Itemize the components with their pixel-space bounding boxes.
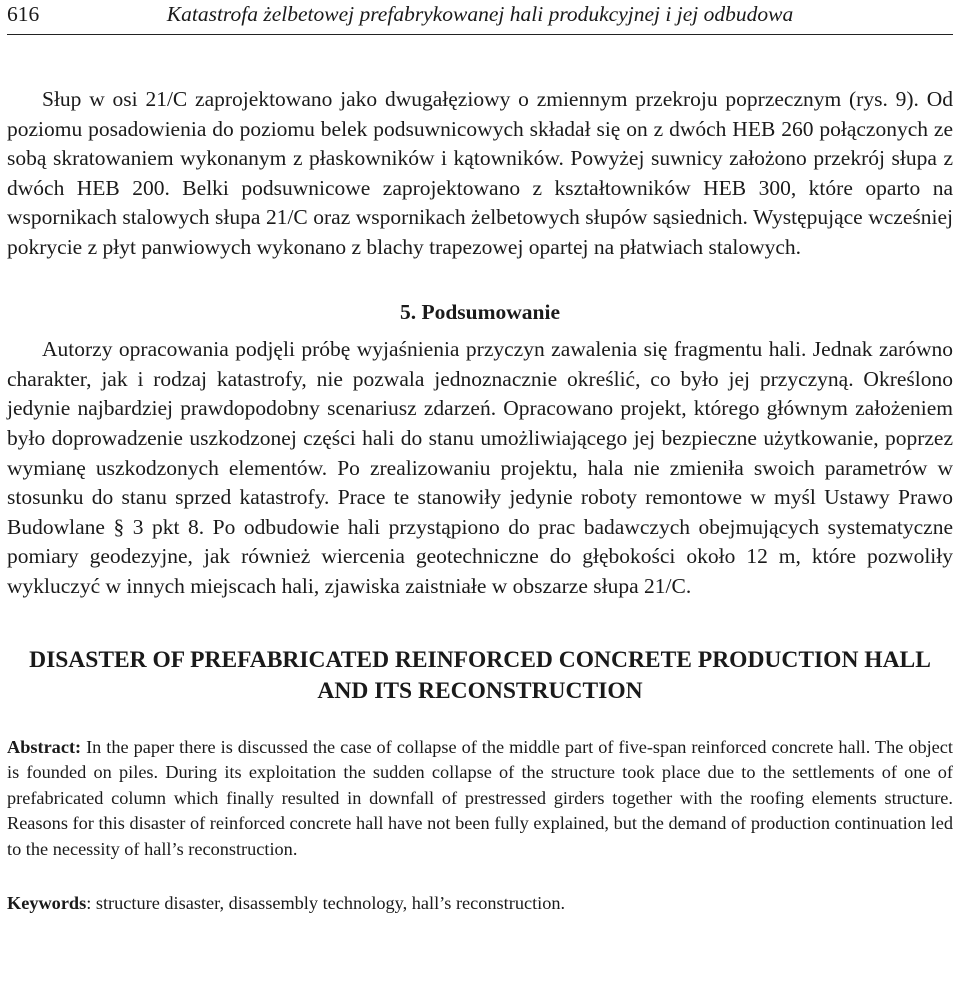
keywords	[7, 891, 953, 917]
page-header	[7, 0, 953, 35]
page-number: 616	[7, 2, 40, 26]
section-heading-summary: 5. Podsumowanie	[399, 299, 561, 324]
paragraph-summary: Autorzy opracowania podjęli próbę wyjaśnienia przyczyn zawalenia się fragmentu hali. Jednak zarówno charakter, jak i rodzaj katastrofy, nie pozwala jednoznacznie określić, co było jej przyczyną. Określono jedynie najbardziej prawdopodobny scenariusz zdarzeń. Opracowano projekt, którego głównym założeniem było doprowadzenie uszkodzonej części hali do stanu umożliwiającego jej bezpieczne użytkowanie, poprzez wymianę uszkodzonych elementów. Po zrealizowaniu projektu, hala nie zmieniła swoich parametrów w stosunku do stanu sprzed katastrofy. Prace te stanowiły jedynie roboty remontowe w myśl Ustawy Prawo Budowlane § 3 pkt 8. Po odbudowie hali przystąpiono do prac badawczych obejmujących systematyczne pomiary geodezyjne, jak również wiercenia geotechniczne do głębokości około 12 m, które pozwoliły wykluczyć w innych miejscach hali, zjawiska zaistniałe w obszarze słupa 21/C.	[7, 337, 953, 598]
running-title: Katastrofa żelbetowej prefabrykowanej hali produkcyjnej i jej odbudowa	[166, 2, 794, 26]
keywords-text: : structure disaster, disassembly technology, hall’s reconstruction.	[86, 893, 566, 914]
abstract-label: Abstract:	[7, 736, 82, 757]
abstract	[7, 735, 953, 863]
paragraph-column-design: Słup w osi 21/C zaprojektowano jako dwugałęziowy o zmiennym przekroju poprzecznym (rys. 9). Od poziomu posadowienia do poziomu belek podsuwnicowych składał się on z dwóch HEB 260 połączonych ze sobą skratowaniem wykonanym z płaskowników i kątowników. Powyżej suwnicy założono przekrój słupa z dwóch HEB 200. Belki podsuwnicowe zaprojektowano z kształtowników HEB 300, które oparto na wspornikach stalowych słupa 21/C oraz wspornikach żelbetowych słupów sąsiednich. Występujące wcześniej pokrycie z płyt panwiowych wykonano z blachy trapezowej opartej na płatwiach stalowych.	[7, 87, 953, 259]
document-page	[7, 0, 953, 935]
abstract-text: In the paper there is discussed the case of collapse of the middle part of five-span reinforced concrete hall. The object is founded on piles. During its exploitation the sudden collapse of the structure took place due to the settlements of one of prefabricated column which finally resulted in downfall of prestressed girders together with the roofing elements structure. Reasons for this disaster of reinforced concrete hall have not been fully explained, but the demand of production continuation led to the necessity of hall’s reconstruction.	[7, 736, 953, 859]
english-title: DISASTER OF PREFABRICATED REINFORCED CONCRETE PRODUCTION HALL AND ITS RECONSTRUCTION	[29, 646, 931, 704]
keywords-label: Keywords	[7, 893, 87, 914]
